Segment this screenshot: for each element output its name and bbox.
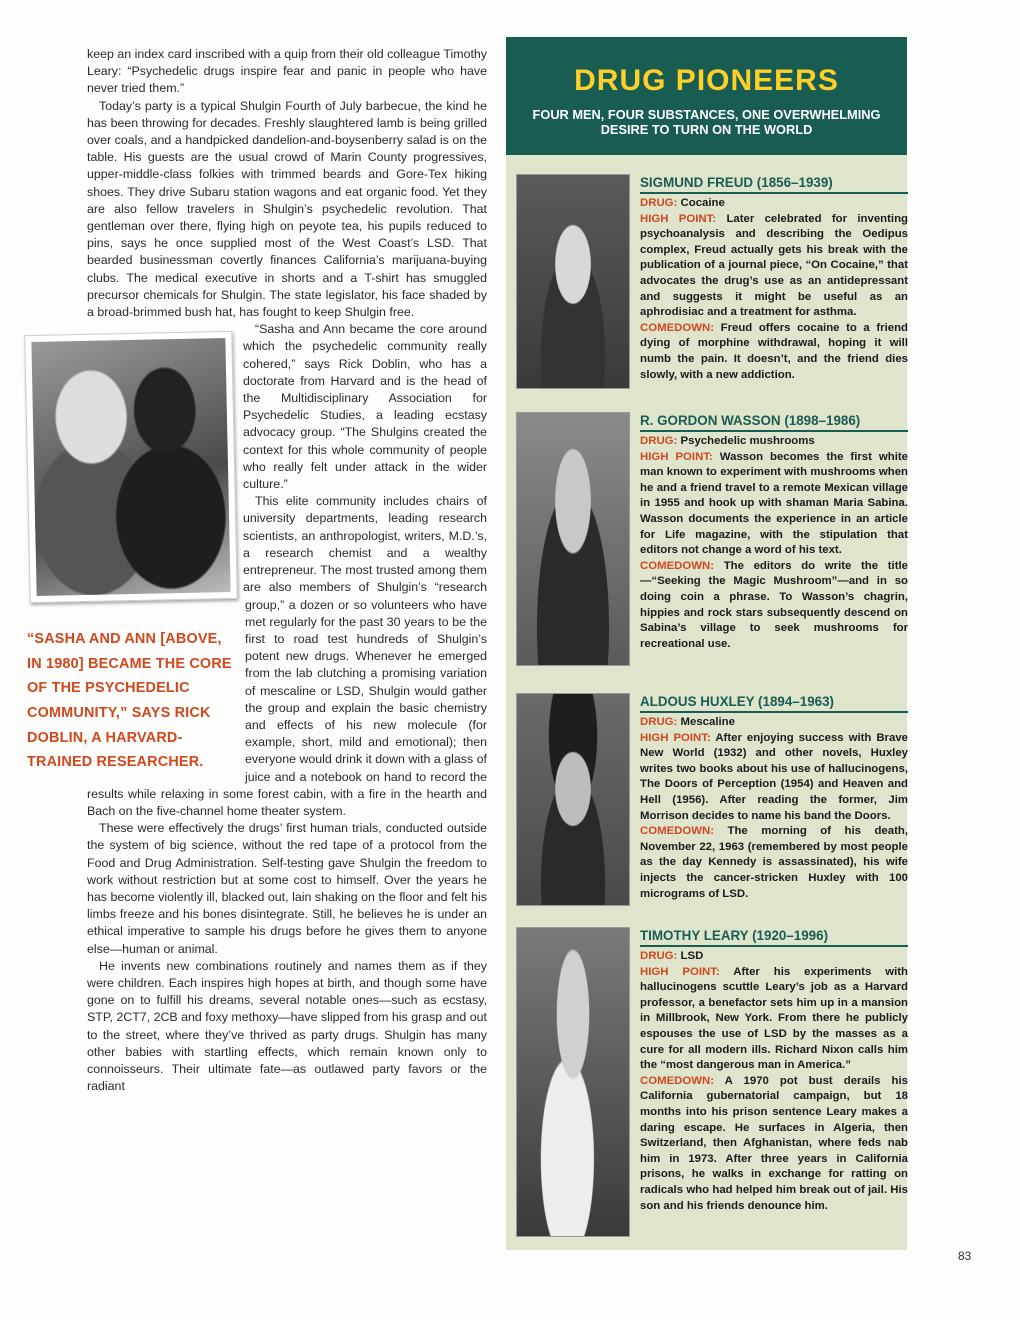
drug-label: DRUG: (640, 435, 678, 447)
high-point-label: HIGH POINT: (640, 450, 713, 463)
article-paragraph: Today’s party is a typical Shulgin Fourth of July barbecue, the kind he has been throwing for decades. Freshly slaughtered lamb is being grilled over coals, and a handpicked dandelion-and-boysenberry salad is on the table. His guests are the usual crowd of Marin County progressives, upper-middle-class folkies with trimmed beards and Gore-Tex hiking shoes. They drive Subaru station wagons and eat organic food. Yet they are also fellow travelers in Shulgin’s psychedelic revolution. That gentleman over there, flying high on peyote tea, his pupils reduced to pins, says he once supplied most of the West Coast’s LSD. That bearded businessman covertly finances California’s marijuana-buying clubs. The medical executive in shorts and a T-shirt has smuggled precursor chemicals for Shulgin. The state legislator, his face shaded by a broad-brimmed bush hat, has fought to keep Shulgin free. (87, 98, 487, 320)
drug-pioneers-sidebar (506, 37, 907, 1250)
article-paragraph: These were effectively the drugs’ first human trials, conducted outside the system of big science, without the red tape of a protocol from the Food and Drug Administration. Self-testing gave Shulgin the freedom to work without restriction but at some cost to himself. Over the years he has become violently ill, blacked out, lain shaking on the floor and felt his limbs freeze and his bones disintegrate. Still, he believes he is under an ethical imperative to sample his drugs before he gives them to anyone else—human or animal. (87, 821, 487, 956)
portrait-freud (516, 174, 630, 389)
entry-drug: DRUG: Mescaline (640, 716, 735, 728)
entry-name: R. GORDON WASSON (1898–1986) (640, 412, 908, 432)
page-number: 83 (958, 1249, 972, 1263)
photo-image (31, 338, 230, 596)
article-paragraph: He invents new combinations routinely and names them as if they were children. Each inspires high hopes at birth, and though some have gone on to fulfill his dreams, several notable ones—such as ecstasy, STP, 2CT7, 2CB and foxy methoxy—have slipped from his grasp and out to the street, where they’ve thrived as party drugs. Shulgin has many other babies with startling effects, which remain known only to connoisseurs. Their ultimate fate—as outlawed party favors or the radiant (87, 958, 487, 1094)
sidebar-subtitle: FOUR MEN, FOUR SUBSTANCES, ONE OVERWHELMING DESIRE TO TURN ON THE WORLD (532, 107, 881, 137)
entry-high-point: HIGH POINT: Later celebrated for inventing psychoanalysis and describing the Oedipus complex, Freud actually gets his break with the publication of a journal piece, “On Cocaine,” that advocates the drug’s use as an antidepressant and suggests it might be useful as an aphrodisiac and a treatment for asthma. (640, 212, 908, 319)
portrait-leary (516, 927, 630, 1237)
entry-name: ALDOUS HUXLEY (1894–1963) (640, 693, 908, 713)
high-point-label: HIGH POINT: (640, 731, 711, 744)
article-body (27, 46, 487, 1095)
drug-label: DRUG: (640, 197, 678, 209)
entry-comedown: COMEDOWN: The morning of his death, November 22, 1963 (remembered by most people as the day Kennedy is assassinated), his wife injects the cancer-stricken Huxley with 100 micrograms of LSD. (640, 825, 908, 900)
entry-comedown: COMEDOWN: Freud offers cocaine to a friend dying of morphine withdrawal, hoping it will numb the pain. It doesn’t, and the friend dies slowly, with a new addiction. (640, 321, 908, 381)
entry-drug: DRUG: Cocaine (640, 197, 725, 209)
entry-text (640, 927, 908, 1214)
entry-drug: DRUG: Psychedelic mushrooms (640, 435, 815, 447)
entry-text (640, 412, 908, 652)
entry-high-point: HIGH POINT: Wasson becomes the first white man known to experiment with mushrooms when he and a friend travel to a remote Mexican village in 1955 and hook up with shaman Maria Sabina. Wasson documents the experience in an article for Life magazine, with the stipulation that editors not change a word of his text. (640, 450, 909, 557)
entry-comedown: COMEDOWN: The editors do write the title—“Seeking the Magic Mushroom”—and in so doing coin a phrase. To Wasson’s chagrin, hippies and rock stars subsequently descend on Sabina’s village to seek mushrooms for recreational use. (640, 559, 908, 650)
comedown-label: COMEDOWN: (640, 321, 715, 334)
high-point-label: HIGH POINT: (640, 965, 720, 978)
pull-quote-text: “SASHA AND ANN [ABOVE, IN 1980] BECAME THE CORE OF THE PSYCHEDELIC COMMUNITY,” SAYS RICK DOBLIN, A HARVARD-TRAINED RESEARCHER. (27, 631, 232, 771)
portrait-huxley (516, 693, 630, 906)
entry-drug: DRUG: LSD (640, 950, 704, 962)
article-paragraph: keep an index card inscribed with a quip from their old colleague Timothy Leary: “Psychedelic drugs inspire fear and panic in people who have never tried them.” (87, 47, 487, 96)
article-paragraph: This elite community includes chairs of university departments, leading research scientists, an anthropologist, writers, M.D.’s, a research chemist and a wealthy entrepreneur. The most trusted among them are also members of Shulgin’s “research group,” a dozen or so volunteers who have met regularly for the past 30 years to be the first to road test hundreds of Shulgin’s potent new drugs. Whenever he emerged from the lab clutching a promising variation of mescaline or LSD, Shulgin would gather the group and explain the basic chemistry and effects of his new molecule (for example, short, mild and emotional); then everyone would drink it down with a glass of juice and a notebook on hand to record the results while relaxing in some forest cabin, with a fire in the hearth and Bach on the five-channel home theater system. (87, 494, 487, 818)
entry-comedown: COMEDOWN: A 1970 pot bust derails his California gubernatorial campaign, but 18 months into his prison sentence Leary makes a daring escape. He surfaces in Algeria, then Switzerland, then Afghanistan, where feds nab him in 1973. After three years in California prisons, he walks in exchange for ratting on radicals who had helped him break out of jail. His son and his friends denounce him. (640, 1074, 908, 1212)
entry-text (640, 174, 908, 383)
drug-label: DRUG: (640, 950, 678, 962)
comedown-label: COMEDOWN: (640, 1074, 715, 1087)
drug-label: DRUG: (640, 716, 678, 728)
entry-high-point: HIGH POINT: After his experiments with hallucinogens scuttle Leary’s job as a Harvard professor, a benefactor sets him up in a mansion in Millbrook, New York. From there he publicly espouses the use of LSD by the masses as a cure for all modern ills. Richard Nixon calls him the “most dangerous man in America.” (640, 965, 908, 1072)
sidebar-header (506, 37, 907, 155)
shulgin-photo (24, 331, 238, 603)
entry-high-point: HIGH POINT: After enjoying success with Brave New World (1932) and other novels, Huxley writes two books about his use of hallucinogens, The Doors of Perception (1954) and Heaven and Hell (1956). After reading the former, Jim Morrison decides to name his band the Doors. (640, 731, 908, 822)
entry-name: SIGMUND FREUD (1856–1939) (640, 174, 908, 194)
entry-text (640, 693, 908, 902)
comedown-label: COMEDOWN: (640, 825, 715, 838)
pull-quote (27, 627, 239, 775)
entry-name: TIMOTHY LEARY (1920–1996) (640, 927, 908, 947)
comedown-label: COMEDOWN: (640, 559, 715, 572)
sidebar-title: DRUG PIONEERS (574, 64, 839, 97)
article-paragraph: “Sasha and Ann became the core around which the psychedelic community really cohered,” says Rick Doblin, who has a doctorate from Harvard and is the head of the Multidisciplinary Association for Psychedelic Studies, a leading ecstasy advocacy group. “The Shulgins created the context for this whole community of people who really felt under attack in the wider culture.” (243, 322, 487, 492)
portrait-wasson (516, 412, 630, 666)
high-point-label: HIGH POINT: (640, 212, 717, 225)
